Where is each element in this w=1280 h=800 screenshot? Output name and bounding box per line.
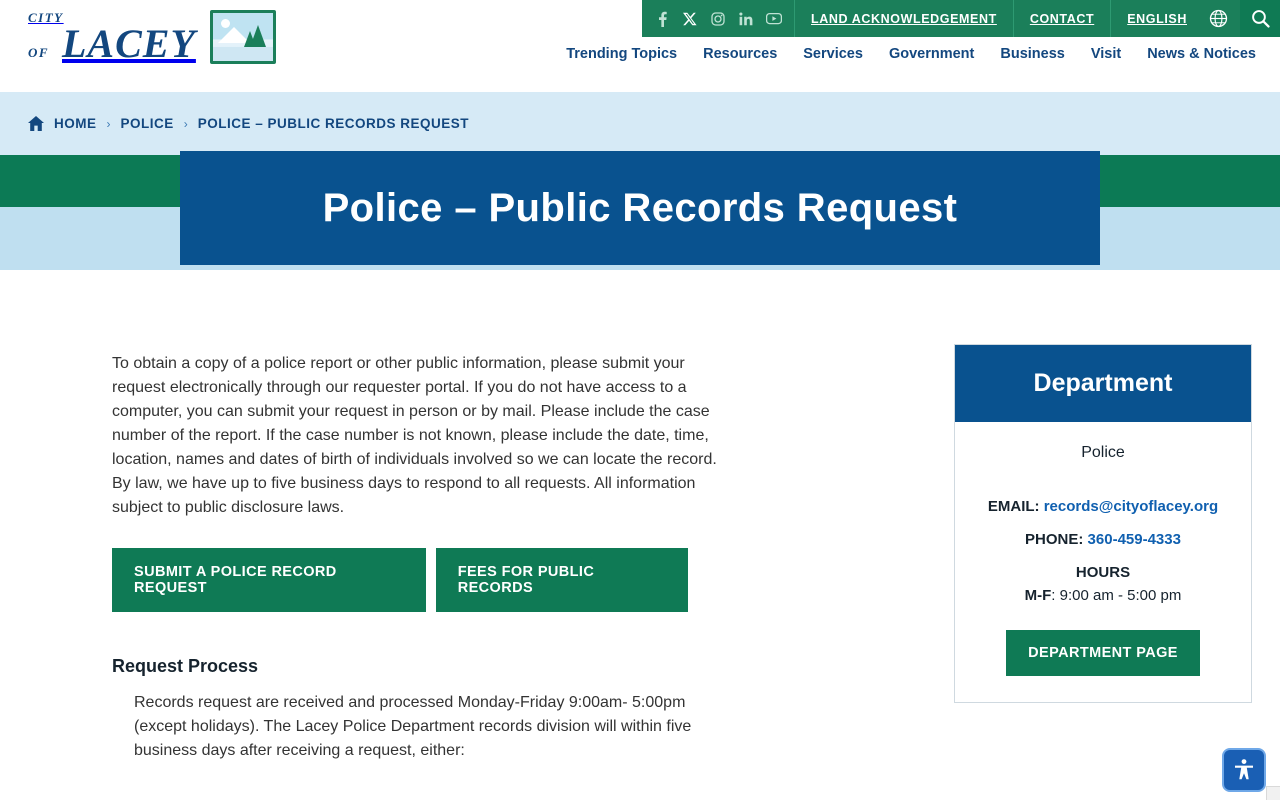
breadcrumb-separator: › [183, 116, 188, 131]
department-phone-row [971, 531, 1235, 548]
request-process-paragraph: Records request are received and processed Monday-Friday 9:00am- 5:00pm (except holidays). The Lacey Police Department records division will within five business days after receiving a request, either: [134, 694, 692, 759]
action-button-row [112, 548, 688, 612]
scrollbar-corner[interactable] [1266, 786, 1280, 800]
email-link[interactable]: records@cityoflacey.org [1043, 498, 1219, 515]
linkedin-icon[interactable] [734, 7, 758, 31]
search-icon[interactable] [1240, 0, 1280, 37]
breadcrumb [0, 92, 1280, 155]
email-label: EMAIL: [987, 498, 1040, 515]
logo-line-lacey [28, 20, 196, 66]
department-card-body [955, 422, 1251, 702]
page-content [0, 270, 1280, 763]
land-acknowledgement-link[interactable]: LAND ACKNOWLEDGEMENT [794, 0, 1013, 37]
breadcrumb-item-current: POLICE – PUBLIC RECORDS REQUEST [197, 116, 470, 131]
accessibility-icon[interactable] [1222, 748, 1266, 792]
department-email-row [971, 498, 1235, 515]
social-links [642, 0, 794, 37]
home-icon[interactable] [28, 116, 44, 131]
site-logo[interactable] [28, 10, 276, 64]
breadcrumb-item-police[interactable]: POLICE [120, 116, 174, 131]
instagram-icon[interactable] [706, 7, 730, 31]
hours-value-row [971, 587, 1235, 604]
phone-label: PHONE: [1025, 531, 1084, 548]
department-card [954, 344, 1252, 703]
contact-link[interactable]: CONTACT [1013, 0, 1110, 37]
fees-for-public-records-button[interactable]: FEES FOR PUBLIC RECORDS [436, 548, 688, 612]
logo-line-city: CITY [28, 9, 64, 25]
page-title: Police – Public Records Request [322, 185, 958, 230]
main-column [28, 270, 717, 763]
lake-icon [213, 47, 273, 61]
department-card-title: Department [955, 345, 1251, 422]
hero-title-box [180, 151, 1100, 265]
request-process-heading: Request Process [112, 656, 259, 676]
nav-resources[interactable]: Resources [703, 46, 778, 62]
logo-of: OF [28, 44, 50, 60]
tree-icon [250, 25, 266, 47]
nav-business[interactable]: Business [1000, 46, 1065, 62]
sidebar-column [954, 270, 1252, 763]
youtube-icon[interactable] [762, 7, 786, 31]
facebook-icon[interactable] [650, 7, 674, 31]
page-hero [0, 155, 1280, 270]
nav-services[interactable]: Services [803, 46, 863, 62]
department-page-button[interactable]: DEPARTMENT PAGE [1006, 630, 1200, 676]
hours-times: : 9:00 am - 5:00 pm [1051, 587, 1182, 604]
logo-wordmark [28, 11, 196, 64]
primary-navigation [566, 46, 1256, 62]
globe-icon[interactable] [1203, 0, 1240, 37]
logo-lacey-text: LACEY [62, 20, 196, 66]
x-twitter-icon[interactable] [678, 7, 702, 31]
hours-label: HOURS [1075, 564, 1131, 581]
breadcrumb-separator: › [106, 116, 111, 131]
hours-days: M-F [1024, 587, 1052, 604]
site-header [0, 0, 1280, 92]
submit-police-record-request-button[interactable]: SUBMIT A POLICE RECORD REQUEST [112, 548, 426, 612]
nav-news-notices[interactable]: News & Notices [1147, 46, 1256, 62]
breadcrumb-item-home[interactable]: HOME [54, 116, 97, 131]
utility-bar [642, 0, 1280, 37]
language-selector[interactable]: ENGLISH [1110, 0, 1203, 37]
mountain-lake-badge-icon [210, 10, 276, 64]
department-name: Police [1081, 444, 1125, 461]
phone-link[interactable]: 360-459-4333 [1087, 531, 1181, 548]
intro-paragraph: To obtain a copy of a police report or other public information, please submit your request electronically through our requester portal. If you do not have access to a computer, you can submit your request in person or by mail. Please include the case number of the report. If the case number is not known, please include the date, time, location, names and dates of birth of individuals involved so we can locate the record. By law, we have up to five business days to respond to all requests. All information subject to public disclosure laws. [112, 355, 717, 516]
nav-trending-topics[interactable]: Trending Topics [566, 46, 678, 62]
nav-visit[interactable]: Visit [1090, 46, 1122, 62]
nav-government[interactable]: Government [888, 46, 975, 62]
